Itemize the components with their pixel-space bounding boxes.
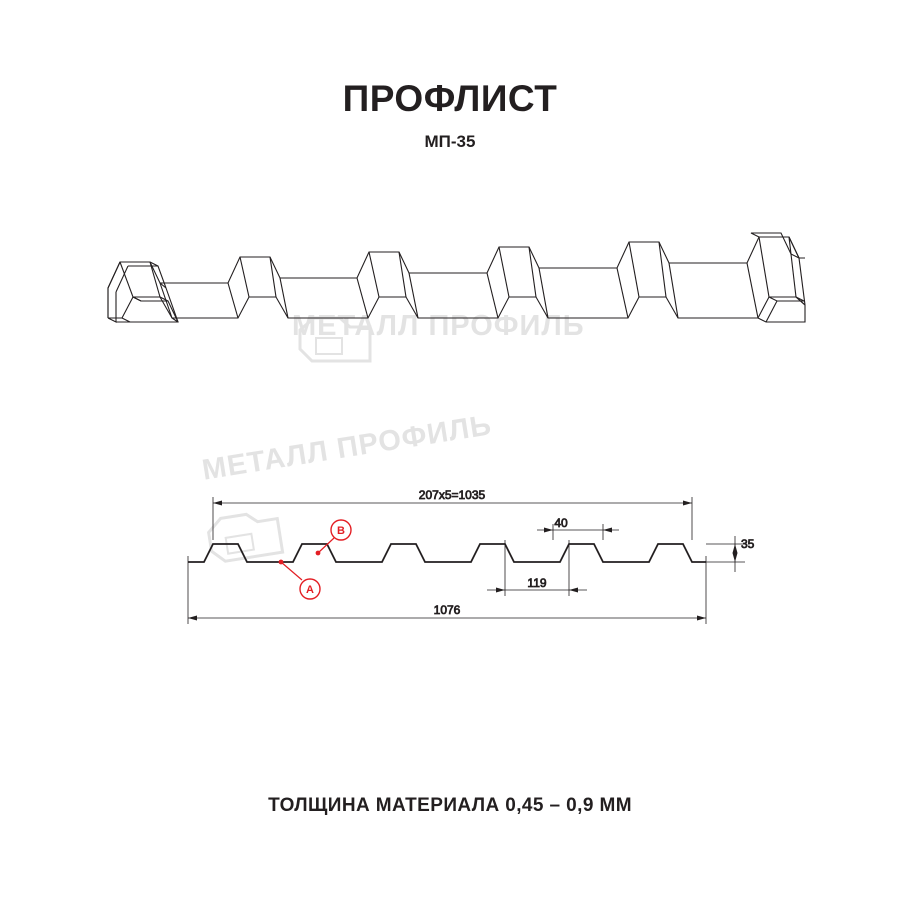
watermark-logo-top [300, 318, 370, 361]
dim-total-width-label: 1076 [433, 603, 461, 617]
callout-b-pointer [316, 551, 321, 556]
dim-rib-top-label: 40 [554, 516, 568, 530]
callout-markers [279, 520, 351, 599]
watermark-text-top: МЕТАЛЛ ПРОФИЛЬ [292, 310, 585, 342]
section-dimensions [188, 488, 755, 624]
material-thickness-note: ТОЛЩИНА МАТЕРИАЛА 0,45 – 0,9 ММ [268, 795, 632, 816]
dim-pitch-label: 207x5=1035 [418, 488, 486, 502]
page-title: ПРОФЛИСТ [342, 78, 558, 119]
product-model: МП-35 [424, 132, 476, 151]
watermark-logo-bottom [207, 510, 283, 563]
dim-rib-base-label: 119 [527, 576, 547, 590]
callout-a-label: A [306, 584, 314, 596]
profile-section-view [188, 544, 706, 562]
callout-a-pointer [279, 560, 284, 565]
watermark-text-bottom: МЕТАЛЛ ПРОФИЛЬ [200, 409, 494, 487]
callout-b-label: B [337, 525, 345, 537]
profile-isometric-view [108, 233, 805, 322]
dim-height-label: 35 [741, 537, 755, 551]
